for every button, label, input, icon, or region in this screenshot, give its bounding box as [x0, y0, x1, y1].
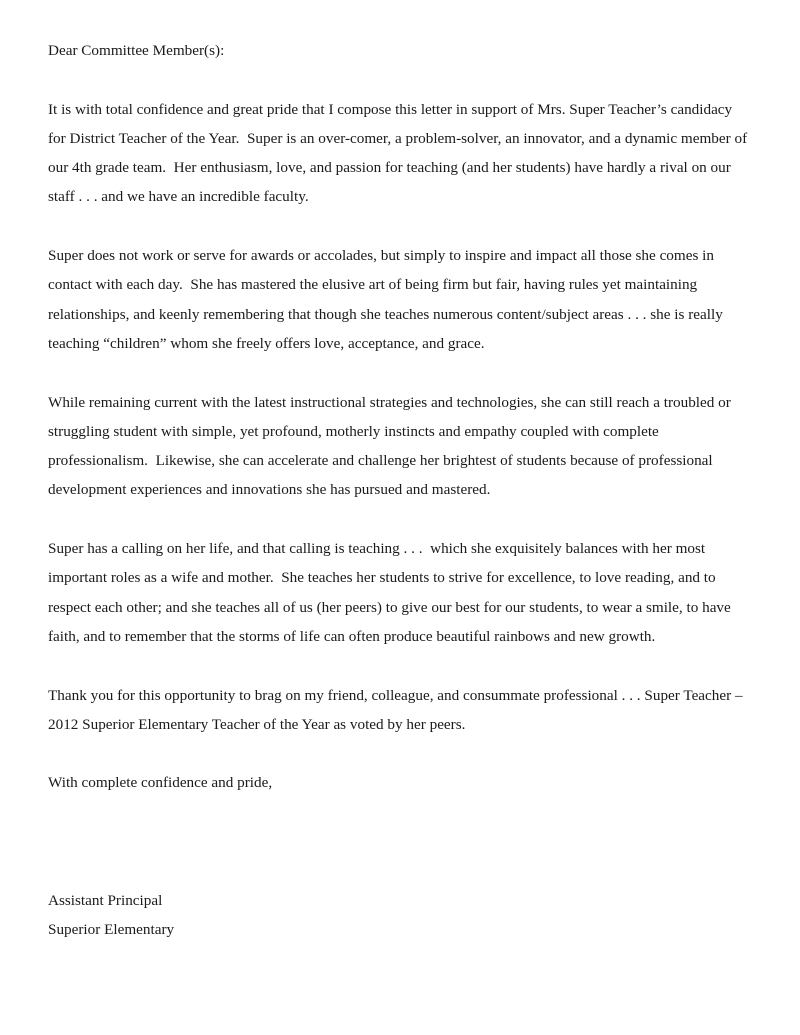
letter-paragraph-3: While remaining current with the latest instructional strategies and technologies, she can still reach a troubled or struggling student with simple, yet profound, motherly instincts and empathy coupled with complete professionalism. Likewise, she can accelerate and challenge her brightest of students because of professional development experiences and innovations she has pursued and mastered.: [48, 393, 735, 499]
letter-body: [48, 36, 752, 944]
salutation: Dear Committee Member(s):: [48, 42, 225, 59]
letter-paragraph-1: It is with total confidence and great pride that I compose this letter in support of Mrs. Super Teacher’s candidacy for District Teacher of the Year. Super is an over-comer, a problem-solver, an innovator, and a dynamic member of our 4th grade team. Her enthusiasm, love, and passion for teaching (and her students) have hardly a rival on our staff . . . and we have an incredible faculty.: [48, 100, 751, 206]
closing-salutation: With complete confidence and pride,: [48, 774, 273, 792]
signature-space-2: [48, 856, 752, 885]
letter-paragraph-2: Super does not work or serve for awards or accolades, but simply to inspire and impact all those she comes in contact with each day. She has mastered the elusive art of being firm but fair, having rules yet maintaining relationships, and keenly remembering that though she teaches numerous content/subject areas . . . she is really teaching “children” whom she freely offers love, acceptance, and grace.: [48, 247, 727, 352]
signature-organization: Superior Elementary: [48, 920, 175, 938]
signature-title: Assistant Principal: [48, 891, 163, 909]
letter-paragraph-4: Super has a calling on her life, and that calling is teaching . . . which she exquisitely balances with her most important roles as a wife and mother. She teaches her students to strive for excellence, to love reading, and to respect each other; and she teaches all of us (her peers) to give our best for our students, to wear a smile, to have faith, and to remember that the storms of life can often produce beautiful rainbows and new growth.: [48, 540, 735, 645]
letter-paragraph-5: Thank you for this opportunity to brag on my friend, colleague, and consummate professional . . . Super Teacher – 2012 Superior Elementary Teacher of the Year as voted by her peers.: [48, 686, 747, 733]
signature-space: [48, 827, 752, 856]
